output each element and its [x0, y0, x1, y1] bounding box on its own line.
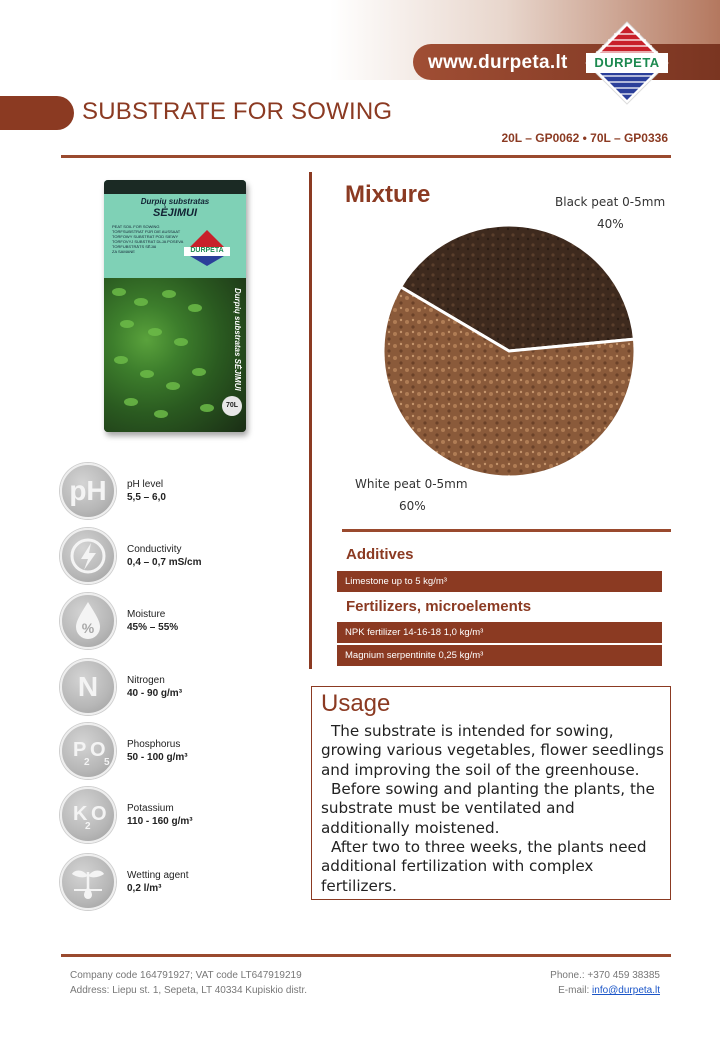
bag-line2: SĖJIMUI	[152, 207, 197, 219]
param-name: Nitrogen	[127, 675, 165, 686]
title-tab	[0, 96, 74, 130]
param-name: Wetting agent	[127, 870, 189, 881]
bag-line1: Durpių substratas	[140, 197, 210, 206]
param-name: Conductivity	[127, 544, 182, 555]
pie-pct-black: 40%	[597, 217, 624, 231]
param-value: 45% – 55%	[127, 622, 179, 633]
param-value: 110 - 160 g/m³	[127, 816, 193, 827]
svg-text:O: O	[90, 739, 106, 761]
fertilizer-item: NPK fertilizer 14-16-18 1,0 kg/m³	[337, 622, 662, 643]
param-name: Potassium	[127, 803, 174, 814]
param-moisture	[60, 593, 300, 653]
divider-bottom	[61, 954, 671, 957]
vertical-divider	[309, 172, 312, 669]
svg-text:P: P	[73, 739, 87, 761]
param-value: 5,5 – 6,0	[127, 492, 166, 503]
footer-address: Address: Liepu st. 1, Sepeta, LT 40334 Kupiskio distr.	[70, 985, 307, 996]
pie-pct-white: 60%	[399, 499, 426, 513]
svg-text:%: %	[81, 620, 95, 636]
divider-top	[61, 155, 671, 158]
email-link[interactable]: info@durpeta.lt	[592, 985, 660, 996]
footer-email-label: E-mail:	[558, 985, 593, 996]
bag-logo-text: DURPETA	[190, 247, 224, 254]
param-nitrogen	[60, 659, 300, 719]
pie-label-white: White peat 0-5mm	[355, 477, 468, 491]
pie-label-black: Black peat 0-5mm	[555, 195, 666, 209]
divider-mixture	[342, 529, 671, 532]
fertilizers-title: Fertilizers, microelements	[346, 598, 532, 615]
param-value: 50 - 100 g/m³	[127, 752, 188, 763]
mixture-pie-chart	[380, 222, 638, 480]
param-potassium	[60, 787, 300, 847]
param-name: Moisture	[127, 609, 166, 620]
param-wetting-agent	[60, 854, 300, 914]
sprout-drop-icon	[60, 854, 116, 910]
footer-phone: Phone.: +370 459 38385	[550, 970, 660, 981]
footer-company	[70, 968, 307, 998]
usage-title: Usage	[321, 690, 391, 717]
bag-list: PEAT SOIL FOR SOWING TORFSUBSTRAT FÜR DIE AUSSAAT TORFOWY SUBSTRAT POD SIEWY TORFOVYJ SUBSTRAT DLJA POSEVA TORFUBSTRĀTS SĒJAI ZA SAMANE	[112, 224, 184, 254]
nitrogen-icon: N	[77, 671, 99, 702]
svg-text:5: 5	[104, 757, 110, 768]
svg-text:2: 2	[84, 757, 90, 768]
potassium-icon	[60, 787, 116, 843]
mixture-title: Mixture	[345, 181, 431, 208]
bag-side-text: Durpių substratas SĖJIMUI	[233, 288, 242, 391]
footer-company-code: Company code 164791927; VAT code LT647919219	[70, 970, 302, 981]
bag-volume-badge: 70L	[222, 396, 242, 416]
ph-icon: pH	[69, 475, 107, 506]
svg-text:O: O	[91, 803, 107, 825]
param-conductivity	[60, 528, 300, 588]
param-ph	[60, 463, 300, 523]
fertilizer-item: Magnium serpentinite 0,25 kg/m³	[337, 645, 662, 666]
footer-contact	[550, 968, 660, 998]
lightning-icon	[60, 528, 116, 584]
param-value: 40 - 90 g/m³	[127, 688, 183, 699]
usage-paragraph: The substrate is intended for sowing, growing various vegetables, flower seedlings and improving the soil of the greenhouse.	[321, 722, 664, 779]
additive-item: Limestone up to 5 kg/m³	[337, 571, 662, 592]
usage-paragraph: Before sowing and planting the plants, the substrate must be ventilated and additionally moistened.	[321, 780, 655, 837]
param-value: 0,2 l/m³	[127, 883, 162, 894]
product-codes: 20L – GP0062 • 70L – GP0336	[501, 131, 668, 145]
param-name: Phosphorus	[127, 739, 181, 750]
water-drop-icon	[60, 593, 116, 649]
param-name: pH level	[127, 479, 164, 490]
phosphorus-icon	[60, 723, 116, 779]
additives-title: Additives	[346, 546, 414, 563]
param-value: 0,4 – 0,7 mS/cm	[127, 557, 202, 568]
svg-text:2: 2	[85, 821, 91, 832]
page-title: SUBSTRATE FOR SOWING	[82, 98, 393, 125]
usage-paragraph: After two to three weeks, the plants need additional fertilization with complex fertilizers.	[321, 838, 647, 895]
website-link[interactable]: www.durpeta.lt	[428, 52, 568, 73]
product-bag-image	[96, 180, 252, 435]
usage-box	[311, 686, 671, 900]
param-phosphorus	[60, 723, 300, 783]
logo-wordmark: DURPETA	[586, 53, 668, 73]
svg-text:K: K	[73, 803, 88, 825]
